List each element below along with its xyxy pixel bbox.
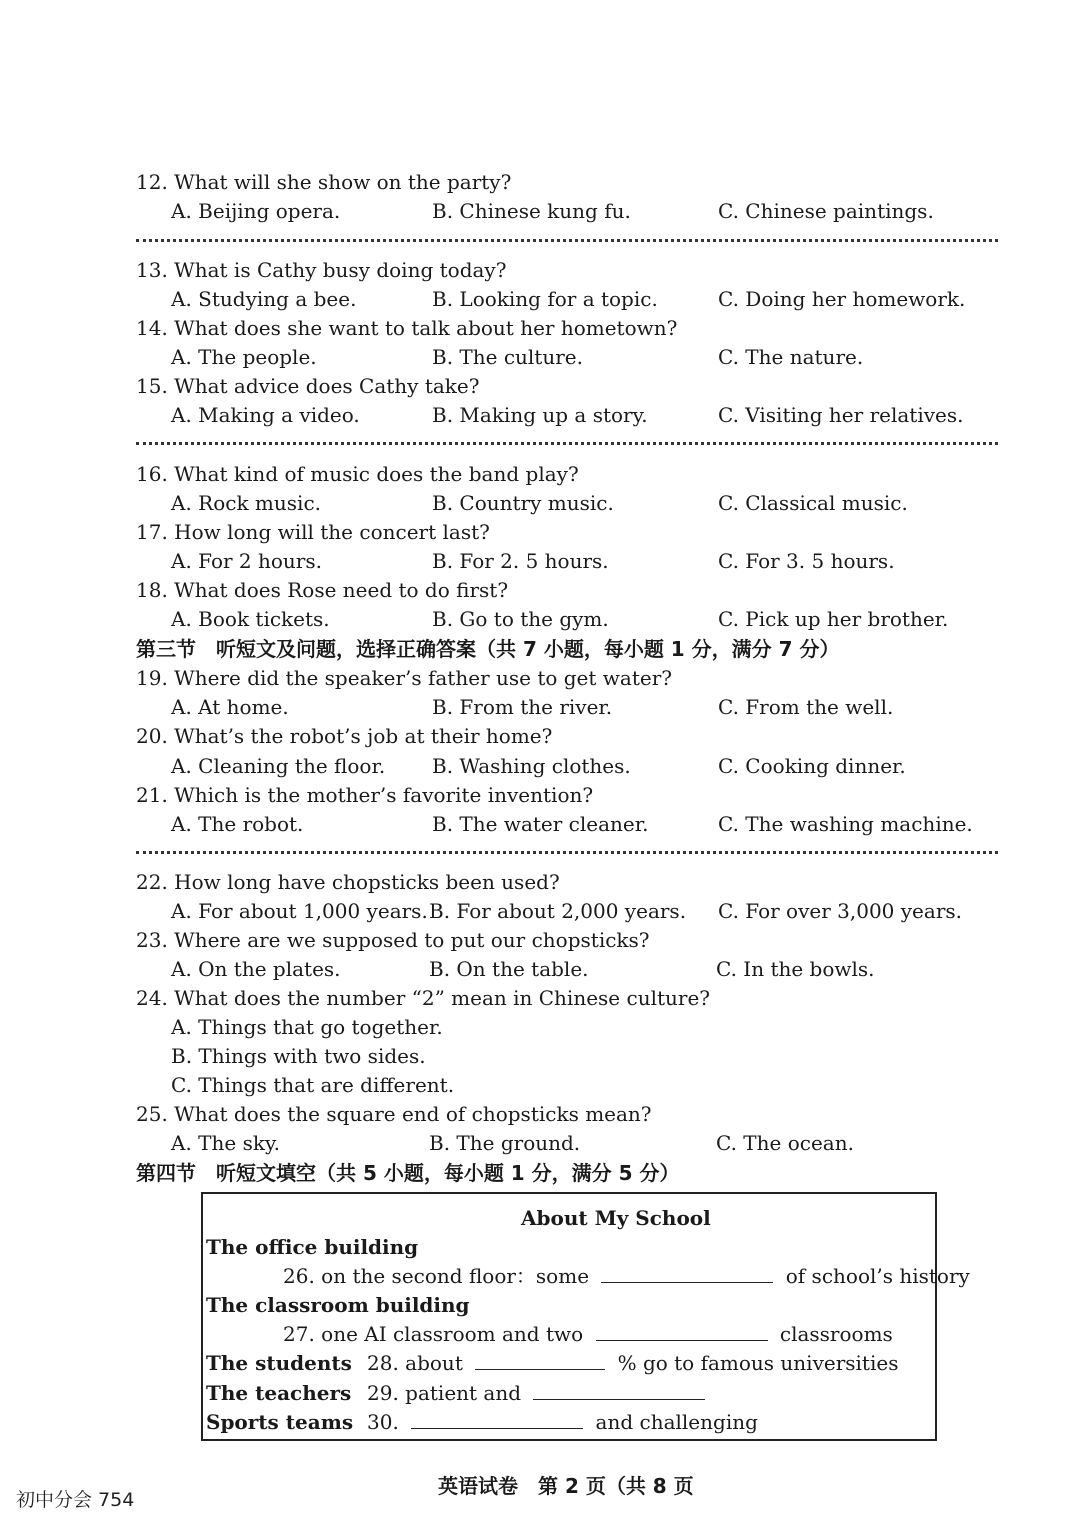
question-19: 19. Where did the speaker’s father use to get water? xyxy=(136,666,672,690)
option-20b: B. Washing clothes. xyxy=(432,754,631,778)
blank-29[interactable] xyxy=(533,1381,705,1400)
option-24b: B. Things with two sides. xyxy=(171,1044,426,1068)
item-27 xyxy=(283,1322,893,1346)
option-23b: B. On the table. xyxy=(429,957,589,981)
sports-teams-label: Sports teams xyxy=(206,1410,354,1434)
option-12c: C. Chinese paintings. xyxy=(718,199,934,223)
watermark: 初中分会 754 xyxy=(16,1489,135,1511)
blank-30[interactable] xyxy=(411,1410,583,1429)
office-building-heading: The office building xyxy=(206,1235,419,1259)
option-18a: A. Book tickets. xyxy=(171,607,330,631)
option-21b: B. The water cleaner. xyxy=(432,812,649,836)
option-21c: C. The washing machine. xyxy=(718,812,973,836)
option-20c: C. Cooking dinner. xyxy=(718,754,906,778)
table-title: About My School xyxy=(521,1206,711,1230)
option-25a: A. The sky. xyxy=(171,1131,280,1155)
option-15b: B. Making up a story. xyxy=(432,403,648,427)
item-28 xyxy=(367,1351,898,1375)
option-13b: B. Looking for a topic. xyxy=(432,287,658,311)
option-18c: C. Pick up her brother. xyxy=(718,607,949,631)
question-22: 22. How long have chopsticks been used? xyxy=(136,870,560,894)
option-14b: B. The culture. xyxy=(432,345,583,369)
blank-28[interactable] xyxy=(475,1351,605,1370)
question-18: 18. What does Rose need to do first? xyxy=(136,578,509,602)
page-footer: 英语试卷 第 2 页（共 8 页 xyxy=(438,1474,694,1498)
item-30-prefix: 30. xyxy=(367,1410,399,1434)
section-3-heading: 第三节 听短文及问题，选择正确答案（共 7 小题，每小题 1 分，满分 7 分） xyxy=(136,637,840,661)
section-4-heading: 第四节 听短文填空（共 5 小题，每小题 1 分，满分 5 分） xyxy=(136,1161,680,1185)
item-26 xyxy=(283,1264,970,1288)
students-label: The students xyxy=(206,1351,352,1375)
question-21: 21. Which is the mother’s favorite invention? xyxy=(136,783,594,807)
option-22b: B. For about 2,000 years. xyxy=(429,899,687,923)
option-23c: C. In the bowls. xyxy=(716,957,875,981)
question-23: 23. Where are we supposed to put our chopsticks? xyxy=(136,928,650,952)
dotted-divider xyxy=(136,239,998,242)
question-25: 25. What does the square end of chopsticks mean? xyxy=(136,1102,652,1126)
option-24a: A. Things that go together. xyxy=(171,1015,443,1039)
item-29-prefix: 29. patient and xyxy=(367,1381,522,1405)
item-30 xyxy=(367,1410,758,1434)
option-19a: A. At home. xyxy=(171,695,289,719)
option-17a: A. For 2 hours. xyxy=(171,549,322,573)
teachers-label: The teachers xyxy=(206,1381,352,1405)
option-14c: C. The nature. xyxy=(718,345,864,369)
option-15c: C. Visiting her relatives. xyxy=(718,403,964,427)
option-22c: C. For over 3,000 years. xyxy=(718,899,962,923)
dotted-divider xyxy=(136,851,998,854)
option-16b: B. Country music. xyxy=(432,491,614,515)
question-12: 12. What will she show on the party? xyxy=(136,170,512,194)
option-25b: B. The ground. xyxy=(429,1131,581,1155)
option-12a: A. Beijing opera. xyxy=(171,199,341,223)
item-27-prefix: 27. one AI classroom and two xyxy=(283,1322,584,1346)
question-20: 20. What’s the robot’s job at their home? xyxy=(136,724,553,748)
classroom-building-heading: The classroom building xyxy=(206,1293,470,1317)
option-24c: C. Things that are different. xyxy=(171,1073,455,1097)
option-15a: A. Making a video. xyxy=(171,403,360,427)
option-25c: C. The ocean. xyxy=(716,1131,854,1155)
question-16: 16. What kind of music does the band play? xyxy=(136,462,579,486)
option-13c: C. Doing her homework. xyxy=(718,287,966,311)
option-16a: A. Rock music. xyxy=(171,491,321,515)
fill-in-table xyxy=(201,1192,970,1441)
option-21a: A. The robot. xyxy=(171,812,304,836)
option-17b: B. For 2. 5 hours. xyxy=(432,549,609,573)
dotted-divider xyxy=(136,442,998,445)
question-13: 13. What is Cathy busy doing today? xyxy=(136,258,507,282)
item-26-prefix: 26. on the second floor：some xyxy=(283,1264,590,1288)
option-20a: A. Cleaning the floor. xyxy=(171,754,386,778)
question-17: 17. How long will the concert last? xyxy=(136,520,490,544)
option-16c: C. Classical music. xyxy=(718,491,908,515)
item-27-suffix: classrooms xyxy=(779,1322,893,1346)
option-23a: A. On the plates. xyxy=(171,957,341,981)
item-26-suffix: of school’s history xyxy=(785,1264,970,1288)
option-22a: A. For about 1,000 years. xyxy=(171,899,428,923)
option-19c: C. From the well. xyxy=(718,695,894,719)
option-13a: A. Studying a bee. xyxy=(171,287,357,311)
option-14a: A. The people. xyxy=(171,345,317,369)
option-18b: B. Go to the gym. xyxy=(432,607,609,631)
option-19b: B. From the river. xyxy=(432,695,613,719)
item-29 xyxy=(367,1381,711,1405)
blank-27[interactable] xyxy=(596,1322,768,1341)
question-24: 24. What does the number “2” mean in Chinese culture? xyxy=(136,986,711,1010)
option-12b: B. Chinese kung fu. xyxy=(432,199,631,223)
item-28-prefix: 28. about xyxy=(367,1351,463,1375)
option-17c: C. For 3. 5 hours. xyxy=(718,549,895,573)
question-15: 15. What advice does Cathy take? xyxy=(136,374,480,398)
question-14: 14. What does she want to talk about her hometown? xyxy=(136,316,678,340)
item-30-suffix: and challenging xyxy=(595,1410,758,1434)
blank-26[interactable] xyxy=(601,1264,773,1283)
item-28-suffix: % go to famous universities xyxy=(617,1351,899,1375)
